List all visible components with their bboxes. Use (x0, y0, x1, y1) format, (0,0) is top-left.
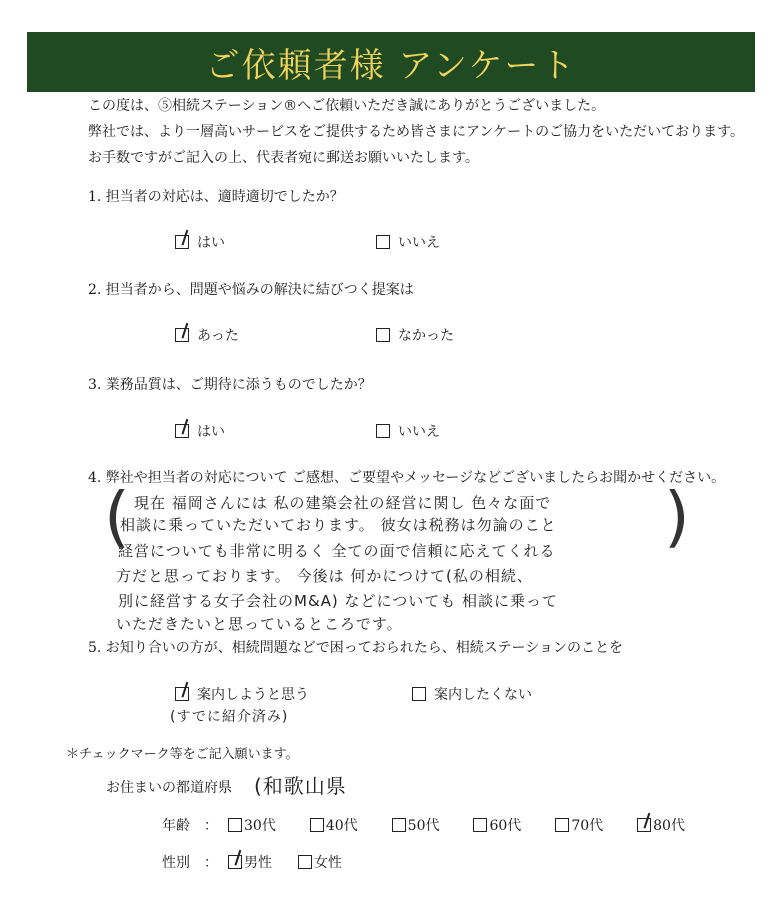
option-label: なかった (398, 328, 454, 344)
checkbox[interactable] (412, 687, 426, 701)
gender-option-male[interactable] (228, 852, 272, 872)
question-4: 4. 弊社や担当者の対応について ご感想、ご要望やメッセージなどございましたらお聞かせください。 (88, 470, 726, 486)
option-label: あった (197, 328, 239, 344)
gender-label: 性別 (162, 855, 190, 871)
prefecture-value: (和歌山県 (254, 774, 347, 798)
q3-option-no[interactable] (376, 421, 440, 441)
open-bracket: ( (104, 478, 130, 555)
option-label: 案内したくない (434, 687, 532, 703)
option-label: いいえ (398, 424, 440, 440)
intro-line: お手数ですがご記入の上、代表者宛に郵送お願いいたします。 (88, 150, 479, 166)
question-3: 3. 業務品質は、ご期待に添うものでしたか？ (88, 377, 372, 393)
handwritten-answer-line: 別に経営する女子会社のM&A) などについても 相談に乗って (118, 592, 558, 610)
age-option-30s[interactable] (228, 815, 276, 835)
q5-option-no[interactable] (412, 684, 532, 704)
checkbox[interactable] (228, 818, 242, 832)
question-2: 2. 担当者から、問題や悩みの解決に結びつく提案は (88, 282, 414, 298)
colon: ： (204, 855, 218, 871)
handwritten-note: (すでに紹介済み) (170, 709, 289, 725)
option-label: 80代 (653, 818, 685, 834)
page-title: ご依頼者様 アンケート (205, 45, 577, 86)
handwritten-answer-line: いただきたいと思っているところです。 (116, 615, 403, 633)
checkbox[interactable] (376, 328, 390, 342)
age-option-60s[interactable] (473, 815, 521, 835)
option-label: 30代 (244, 818, 276, 834)
q1-option-yes[interactable] (175, 232, 225, 252)
question-5: 5. お知り合いの方が、相続問題などで困っておられたら、相続ステーションのことを (88, 640, 623, 656)
option-label: 女性 (314, 855, 342, 871)
checkbox[interactable] (555, 818, 569, 832)
gender-row (162, 852, 342, 872)
option-label: 70代 (571, 818, 604, 834)
age-option-70s[interactable] (555, 815, 603, 835)
question-1: 1. 担当者の対応は、適時適切でしたか？ (88, 189, 344, 205)
check-notice: ＊チェックマーク等をご記入願います。 (66, 747, 299, 762)
q2-option-yes[interactable] (175, 325, 239, 345)
option-label: 50代 (407, 818, 440, 834)
age-row (162, 815, 685, 835)
option-label: いいえ (398, 235, 440, 251)
checkbox[interactable] (473, 818, 487, 832)
gender-option-female[interactable] (298, 852, 342, 872)
title-bar (27, 32, 755, 92)
option-label: 60代 (489, 818, 522, 834)
checkbox[interactable] (298, 855, 312, 869)
checkbox[interactable] (392, 818, 406, 832)
checkbox[interactable] (376, 424, 390, 438)
checkbox[interactable] (175, 328, 189, 342)
handwritten-answer-line: 現在 福岡さんには 私の建築会社の経営に関し 色々な面で (134, 494, 552, 512)
handwritten-answer-line: 方だと思っております。 今後は 何かにつけて(私の相続、 (116, 567, 533, 585)
handwritten-answer-line: 経営についても非常に明るく 全ての面で信頼に応えてくれる (118, 542, 556, 560)
q3-option-yes[interactable] (175, 421, 225, 441)
checkbox[interactable] (175, 687, 189, 701)
close-bracket: ) (664, 478, 690, 555)
age-label: 年齢 (162, 818, 190, 834)
checkbox[interactable] (175, 235, 189, 249)
checkbox[interactable] (637, 818, 651, 832)
q2-option-no[interactable] (376, 325, 454, 345)
intro-line: この度は、⑤相続ステーション®へご依頼いただき誠にありがとうございました。 (88, 98, 606, 114)
checkbox[interactable] (228, 855, 242, 869)
handwritten-answer-line: 相談に乗っていただいております。 彼女は税務は勿論のこと (120, 516, 557, 534)
checkbox[interactable] (376, 235, 390, 249)
option-label: はい (197, 424, 225, 440)
option-label: 男性 (244, 855, 272, 871)
checkbox[interactable] (310, 818, 324, 832)
checkbox[interactable] (175, 424, 189, 438)
option-label: 40代 (325, 818, 358, 834)
intro-line: 弊社では、より一層高いサービスをご提供するため皆さまにアンケートのご協力をいただいております。 (88, 124, 745, 140)
age-option-50s[interactable] (392, 815, 440, 835)
option-label: はい (197, 235, 225, 251)
prefecture-label: お住まいの都道府県 (106, 780, 232, 796)
option-label: 案内しようと思う (197, 687, 309, 703)
q5-option-yes[interactable] (175, 684, 309, 704)
colon: ： (204, 818, 218, 834)
age-option-40s[interactable] (310, 815, 358, 835)
q1-option-no[interactable] (376, 232, 440, 252)
age-option-80s[interactable] (637, 815, 685, 835)
